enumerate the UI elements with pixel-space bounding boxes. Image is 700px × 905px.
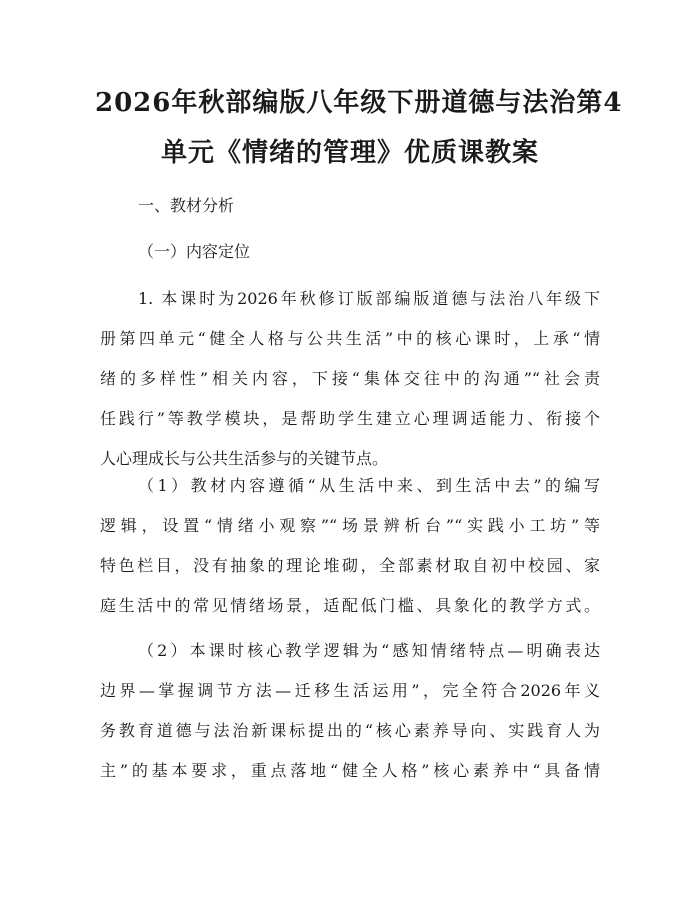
paragraph-line: 庭生活中的常见情绪场景，适配低门槛、具象化的教学方式。 (100, 596, 600, 615)
section-heading: 一、教材分析 (138, 196, 235, 215)
paragraph-line: 1. 本课时为2026年秋修订版部编版道德与法治八年级下 (138, 289, 600, 308)
paragraph-line: 人心理成长与公共生活参与的关键节点。 (100, 449, 389, 468)
paragraph-line: 任践行”等教学模块，是帮助学生建立心理调适能力、衔接个 (100, 409, 600, 428)
paragraph-line: 绪的多样性”相关内容，下接“集体交往中的沟通”“社会责 (100, 369, 600, 388)
document-title-line-2: 单元《情绪的管理》优质课教案 (160, 138, 539, 168)
document-title-line-1: 2026年秋部编版八年级下册道德与法治第4 (95, 88, 623, 118)
subsection-heading: （一）内容定位 (138, 242, 251, 261)
paragraph-line: 册第四单元“健全人格与公共生活”中的核心课时，上承“情 (100, 329, 600, 348)
paragraph-line: 特色栏目，没有抽象的理论堆砌，全部素材取自初中校园、家 (100, 556, 600, 575)
paragraph-line: 逻辑，设置“情绪小观察”“场景辨析台”“实践小工坊”等 (100, 516, 600, 535)
paragraph-line: （1）教材内容遵循“从生活中来、到生活中去”的编写 (138, 476, 600, 495)
paragraph-content-positioning (100, 279, 600, 479)
paragraph-line: 务教育道德与法治新课标提出的“核心素养导向、实践育人为 (100, 721, 600, 740)
paragraph-textbook-content (100, 466, 600, 626)
paragraph-teaching-logic (100, 631, 600, 791)
paragraph-line: 主”的基本要求，重点落地“健全人格”核心素养中“具备情 (100, 761, 600, 780)
paragraph-line: （2）本课时核心教学逻辑为“感知情绪特点—明确表达 (138, 641, 600, 660)
paragraph-line: 边界—掌握调节方法—迁移生活运用”，完全符合2026年义 (100, 681, 600, 700)
